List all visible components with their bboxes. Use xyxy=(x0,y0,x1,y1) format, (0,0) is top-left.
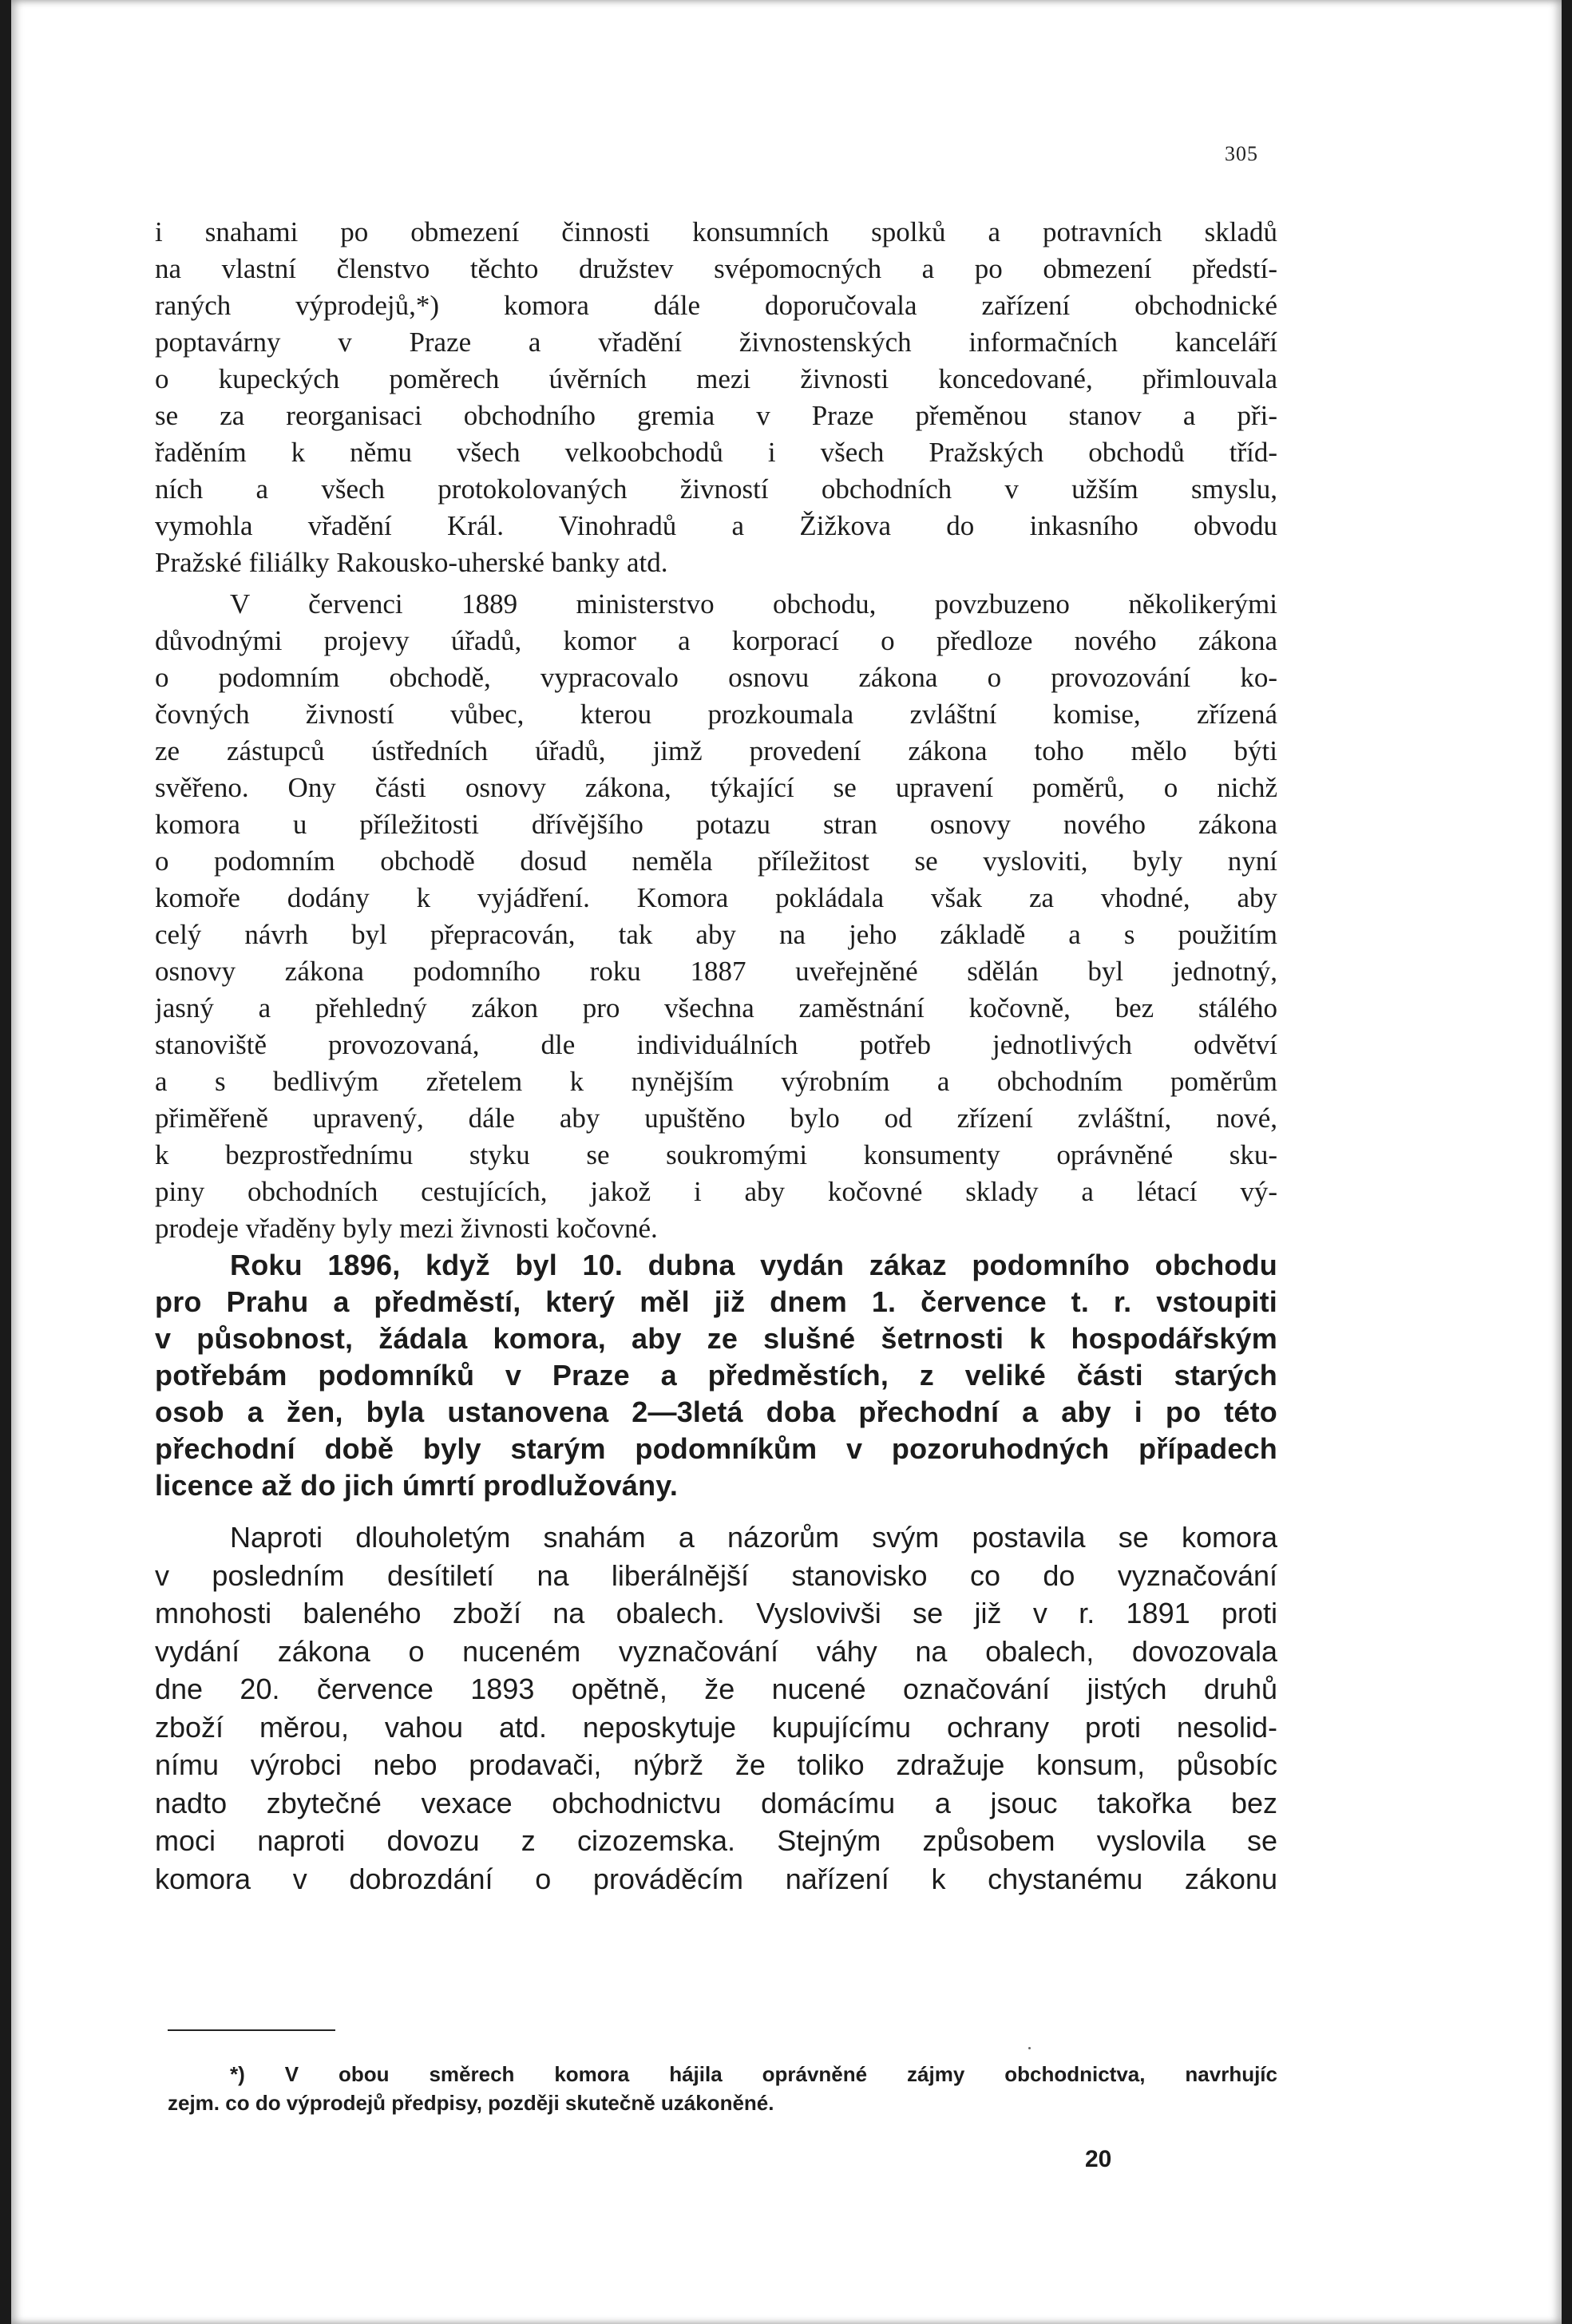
text-line: komora v dobrozdání o prováděcím nařízení k chystanému zákonu xyxy=(155,1862,1277,1895)
text-line: důvodnými projevy úřadů, komor a korporací o předloze nového zákona xyxy=(155,625,1277,656)
text-line: Naproti dlouholetým snahám a názorům svým postavila se komora xyxy=(230,1521,1277,1554)
book-page xyxy=(11,0,1562,2324)
text-line: přiměřeně upravený, dále aby upuštěno bylo od zřízení zvláštní, nové, xyxy=(155,1103,1277,1134)
text-line: o podomním obchodě dosud neměla příležitost se vysloviti, byly nyní xyxy=(155,845,1277,877)
text-line: v působnost, žádala komora, aby ze slušné šetrnosti k hospodářským xyxy=(155,1322,1277,1355)
footnote xyxy=(168,2060,1277,2117)
text-line: Roku 1896, když byl 10. dubna vydán zákaz podomního obchodu xyxy=(230,1249,1277,1281)
paragraph-2 xyxy=(155,586,1277,1247)
text-line: svěřeno. Ony části osnovy zákona, týkající se upravení poměrů, o nichž xyxy=(155,772,1277,803)
text-line: vydání zákona o nuceném vyznačování váhy na obalech, dovozovala xyxy=(155,1634,1277,1668)
text-line: pro Prahu a předměstí, který měl již dnem 1. července t. r. vstoupiti xyxy=(155,1285,1277,1318)
text-line: se za reorganisaci obchodního gremia v Praze přeměnou stanov a při- xyxy=(155,400,1277,431)
text-line: řaděním k němu všech velkoobchodů i všech Pražských obchodů tříd- xyxy=(155,437,1277,468)
text-line: poptavárny v Praze a vřadění živnostenských informačních kanceláří xyxy=(155,327,1277,358)
text-line: komoře dodány k vyjádření. Komora pokládala však za vhodné, aby xyxy=(155,882,1277,913)
text-line: potřebám podomníků v Praze a předměstích, z veliké části starých xyxy=(155,1359,1277,1392)
text-line: přechodní době byly starým podomníkům v pozoruhodných případech xyxy=(155,1432,1277,1465)
text-line: čovných živností vůbec, kterou prozkoumala zvláštní komise, zřízená xyxy=(155,699,1277,730)
text-line: komora u příležitosti dřívějšího potazu stran osnovy nového zákona xyxy=(155,809,1277,840)
print-speck xyxy=(1028,2047,1031,2049)
footnote-line: zejm. co do výprodejů předpisy, později skutečně uzákoněné. xyxy=(168,2091,774,2115)
text-line: ze zástupců ústředních úřadů, jimž provedení zákona toho mělo býti xyxy=(155,735,1277,766)
text-line: prodeje vřaděny byly mezi živnosti kočovné. xyxy=(155,1213,658,1244)
text-line: na vlastní členstvo těchto družstev svépomocných a po obmezení předstí- xyxy=(155,253,1277,284)
text-line: v posledním desítiletí na liberálnější stanovisko co do vyznačování xyxy=(155,1558,1277,1592)
text-line: nadto zbytečné vexace obchodnictvu domácímu a jsouc takořka bez xyxy=(155,1786,1277,1819)
text-line: jasný a přehledný zákon pro všechna zaměstnání kočovně, bez stálého xyxy=(155,992,1277,1023)
text-line: piny obchodních cestujících, jakož i aby kočovné sklady a létací vý- xyxy=(155,1176,1277,1207)
text-line: k bezprostřednímu styku se soukromými konsumenty oprávněné sku- xyxy=(155,1139,1277,1170)
text-line: osnovy zákona podomního roku 1887 uveřejněné sdělán byl jednotný, xyxy=(155,956,1277,987)
text-line: dne 20. července 1893 opětně, že nucené označování jistých druhů xyxy=(155,1673,1277,1705)
text-line: raných výprodejů,*) komora dále doporučovala zařízení obchodnické xyxy=(155,290,1277,321)
text-line: o kupeckých poměrech úvěrních mezi živnosti koncedované, přimlouvala xyxy=(155,363,1277,394)
text-line: stanoviště provozovaná, dle individuálních potřeb jednotlivých odvětví xyxy=(155,1029,1277,1060)
footnote-divider xyxy=(168,2029,335,2031)
text-line: nímu výrobci nebo prodavači, nýbrž že toliko zdražuje konsum, působíc xyxy=(155,1748,1277,1781)
text-line: celý návrh byl přepracován, tak aby na jeho základě a s použitím xyxy=(155,919,1277,950)
text-line: moci naproti dovozu z cizozemska. Stejným způsobem vyslovila se xyxy=(155,1824,1277,1857)
paragraph-4 xyxy=(155,1518,1277,1898)
text-line: i snahami po obmezení činnosti konsumních spolků a potravních skladů xyxy=(155,216,1277,247)
text-line: a s bedlivým zřetelem k nynějším výrobním a obchodním poměrům xyxy=(155,1066,1277,1097)
text-line: osob a žen, byla ustanovena 2—3letá doba přechodní a aby i po této xyxy=(155,1396,1277,1428)
text-line: V červenci 1889 ministerstvo obchodu, povzbuzeno několikerými xyxy=(230,588,1277,620)
page-number-bottom: 20 xyxy=(1085,2146,1112,2172)
paragraph-1 xyxy=(155,214,1277,581)
footnote-line: *) V obou směrech komora hájila oprávněné zájmy obchodnictva, navrhujíc xyxy=(230,2062,1277,2086)
text-line: o podomním obchodě, vypracovalo osnovu zákona o provozování ko- xyxy=(155,662,1277,693)
text-line: licence až do jich úmrtí prodlužovány. xyxy=(155,1469,679,1502)
text-line: vymohla vřadění Král. Vinohradů a Žižkova do inkasního obvodu xyxy=(155,510,1277,541)
page-number-top: 305 xyxy=(1225,142,1258,165)
paragraph-3 xyxy=(155,1247,1277,1504)
text-line: ních a všech protokolovaných živností obchodních v užším smyslu, xyxy=(155,473,1277,505)
text-line: Pražské filiálky Rakousko-uherské banky atd. xyxy=(155,547,668,578)
text-line: zboží měrou, vahou atd. neposkytuje kupujícímu ochrany proti nesolid- xyxy=(155,1710,1277,1744)
text-line: mnohosti baleného zboží na obalech. Vyslovivši se již v r. 1891 proti xyxy=(155,1597,1277,1629)
body-text xyxy=(155,214,1277,1898)
